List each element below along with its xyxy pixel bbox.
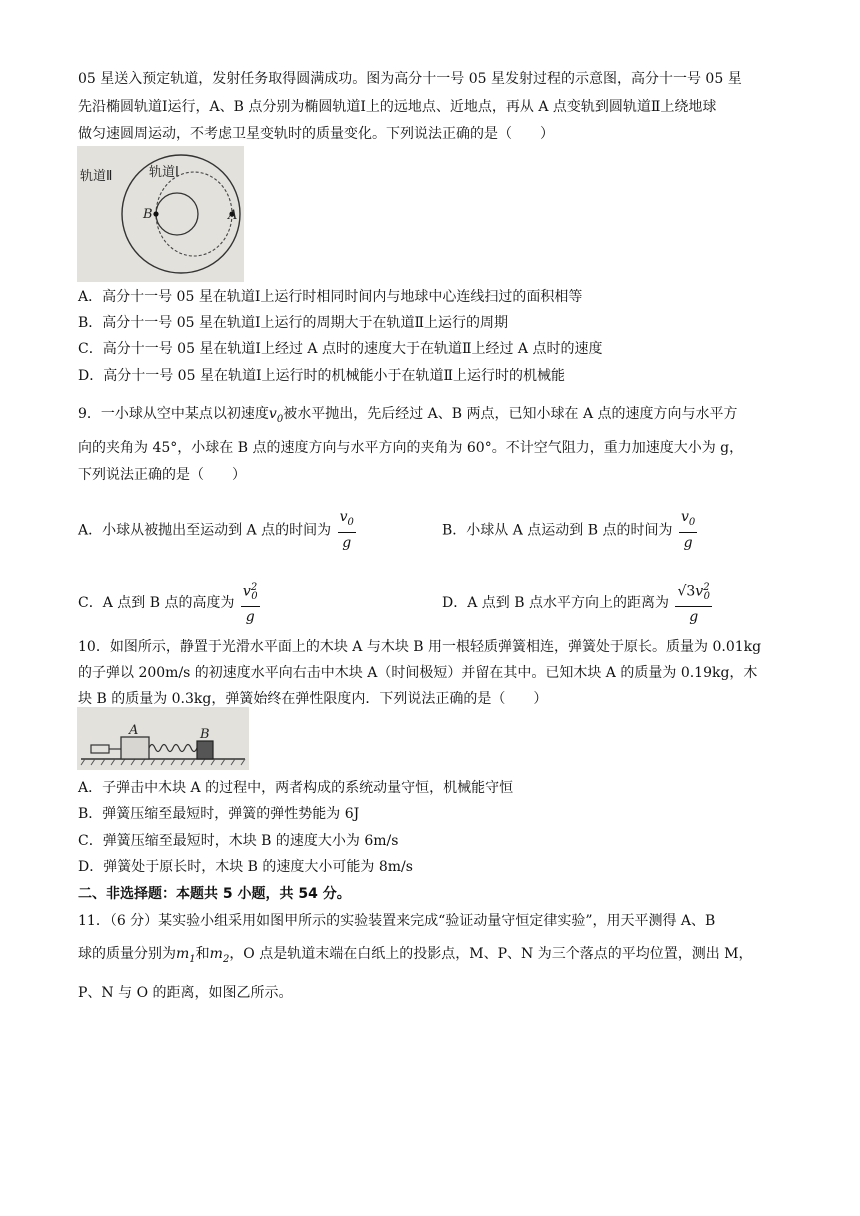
v0-symbol: $v_0$ — [268, 406, 284, 425]
label-block-b: B — [200, 727, 210, 742]
fraction-v0-over-g: $\frac{v_0}{g}$ — [339, 509, 354, 551]
q10-stem-line-1: 10．如图所示，静置于光滑水平面上的木块 A 与木块 B 用一根轻质弹簧相连，弹簧处于原长。质量为 0.01kg — [78, 639, 762, 655]
q8-option-b: B．高分十一号 05 星在轨道Ⅰ上运行的周期大于在轨道Ⅱ上运行的周期 — [78, 315, 509, 331]
orbit-diagram — [77, 146, 244, 282]
ground-hatch — [81, 759, 245, 765]
point-b — [153, 211, 158, 216]
m1-symbol: $m_1$ — [176, 946, 196, 965]
q10-stem-line-2: 的子弹以 200m/s 的初速度水平向右击中木块 A（时间极短）并留在其中。已知木块 A 的质量为 0.19kg，木 — [78, 665, 758, 681]
spring-block-figure — [77, 707, 249, 770]
orbit-2-circle — [122, 155, 240, 273]
fraction-v0-over-g: $\frac{v_0}{g}$ — [680, 509, 696, 551]
q10-option-b: B．弹簧压缩至最短时，弹簧的弹性势能为 6J — [78, 806, 360, 822]
q9-stem-a: 9．一小球从空中某点以初速度 — [78, 406, 269, 422]
q8-stem-line-3: 做匀速圆周运动，不考虑卫星变轨时的质量变化。下列说法正确的是（ ） — [78, 126, 554, 142]
bullet — [91, 745, 109, 753]
label-orbit-2: 轨道Ⅱ — [80, 169, 113, 184]
label-orbit-1: 轨道Ⅰ — [149, 165, 179, 180]
q10-option-d: D．弹簧处于原长时，木块 B 的速度大小可能为 8m/s — [78, 859, 413, 875]
label-a: A — [228, 208, 238, 223]
fraction-v0sq-over-g: $\frac{v^2_0}{g}$ — [241, 579, 260, 627]
q9-option-b: B．小球从 A 点运动到 B 点的时间为 $\frac{v_0}{g}$ — [442, 509, 696, 551]
q9-stem-line-1 — [78, 404, 738, 430]
block-a — [121, 737, 149, 759]
m2-symbol: $m_2$ — [209, 946, 230, 965]
q9-option-a: A．小球从被抛出至运动到 A 点的时间为 $\frac{v_0}{g}$ — [78, 509, 354, 551]
fraction-sqrt3-v0sq-over-g: $\frac{√3v^2_0}{g}$ — [675, 579, 712, 627]
q11-line-2: 球的质量分别为$m_1$和$m_2$，O 点是轨道末端在白纸上的投影点，M、P、N 为三个落点的平均位置，测出 M， — [78, 946, 753, 965]
spring — [149, 745, 197, 752]
q8-stem-line-2: 先沿椭圆轨道Ⅰ运行，A、B 点分别为椭圆轨道Ⅰ上的远地点、近地点，再从 A 点变轨到圆轨道Ⅱ上绕地球 — [78, 99, 717, 115]
q9-option-c: C．A 点到 B 点的高度为 $\frac{v^2_0}{g}$ — [78, 579, 260, 627]
q8-option-c: C．高分十一号 05 星在轨道Ⅰ上经过 A 点时的速度大于在轨道Ⅱ上经过 A 点时的速度 — [78, 341, 603, 357]
label-block-a: A — [129, 723, 139, 738]
spring-block-diagram — [77, 707, 249, 770]
q11-line-1: 11．（6 分）某实验小组采用如图甲所示的实验装置来完成“验证动量守恒定律实验”，用天平测得 A、B — [78, 913, 716, 929]
orbit-1-ellipse — [156, 172, 232, 256]
block-b — [197, 741, 213, 759]
q9-stem-b: 被水平抛出，先后经过 A、B 两点，已知小球在 A 点的速度方向与水平方 — [283, 406, 738, 422]
q10-option-c: C．弹簧压缩至最短时，木块 B 的速度大小为 6m/s — [78, 833, 399, 849]
label-b: B — [143, 207, 153, 222]
q9-stem-line-3: 下列说法正确的是（ ） — [78, 467, 246, 483]
earth-circle — [156, 193, 198, 235]
section-2-heading: 二、非选择题：本题共 5 小题，共 54 分。 — [78, 886, 351, 902]
q9-option-d: D．A 点到 B 点水平方向上的距离为 $\frac{√3v^2_0}{g}$ — [442, 579, 712, 627]
q11-line-3: P、N 与 O 的距离，如图乙所示。 — [78, 985, 293, 1001]
q8-option-a: A．高分十一号 05 星在轨道Ⅰ上运行时相同时间内与地球中心连线扫过的面积相等 — [78, 289, 583, 305]
q8-option-d: D．高分十一号 05 星在轨道Ⅰ上运行时的机械能小于在轨道Ⅱ上运行时的机械能 — [78, 368, 565, 384]
q10-option-a: A．子弹击中木块 A 的过程中，两者构成的系统动量守恒，机械能守恒 — [78, 780, 514, 796]
q8-stem-line-1: 05 星送入预定轨道，发射任务取得圆满成功。图为高分十一号 05 星发射过程的示意图，高分十一号 05 星 — [78, 71, 742, 87]
q9-stem-line-2: 向的夹角为 45°，小球在 B 点的速度方向与水平方向的夹角为 60°。不计空气阻力，重力加速度大小为 g， — [78, 440, 744, 456]
orbit-figure — [77, 146, 244, 282]
q10-stem-line-3: 块 B 的质量为 0.3kg，弹簧始终在弹性限度内．下列说法正确的是（ ） — [78, 691, 548, 707]
